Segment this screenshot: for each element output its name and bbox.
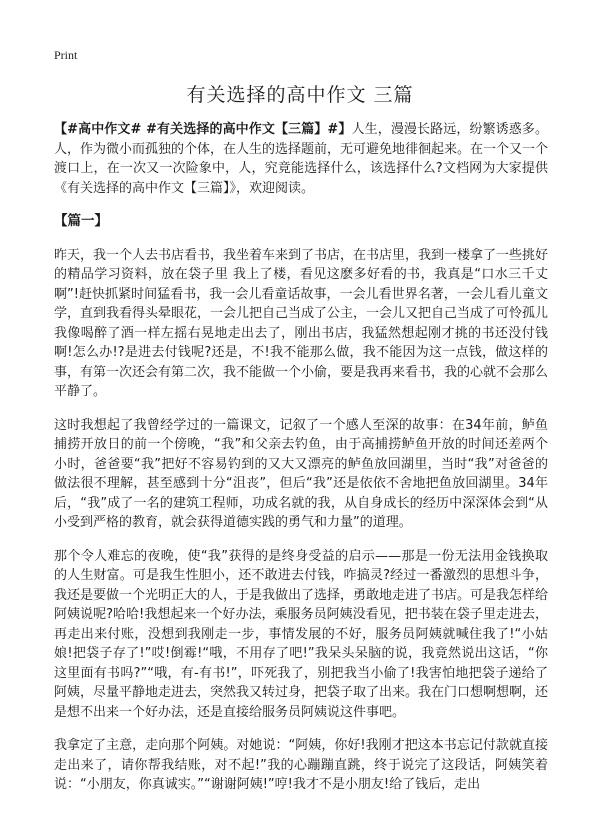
- article-body: [54, 120, 548, 809]
- body-paragraph-4: 我拿定了主意，走向那个阿姨。对她说：“阿姨，你好!我刚才把这本书忘记付款就直接走出来了，请你帮我结账，对不起!”我的心蹦蹦直跳，终于说完了这段话，阿姨笑着说：“小朋友，你真诚实。”“谢谢阿姨!”哼!我才不是小朋友!给了钱后，走出: [54, 738, 548, 792]
- print-link[interactable]: Print: [54, 48, 78, 62]
- body-paragraph-1: 昨天，我一个人去书店看书，我坐着车来到了书店，在书店里，我到一楼拿了一些挑好的精品学习资料，放在袋子里 我上了楼，看见这麽多好看的书，我真是“口水三千丈啊”!赶快抓紧时间猛看书，我一会儿看童话故事，一会儿看世界名著，一会儿看儿童文学，直到我看得头晕眼花，一会儿把自己当成了公主，一会儿又把自己当成了可怜孤儿我像喝醉了酒一样左摇右晃地走出去了，刚出书店，我猛然想起刚才挑的书还没付钱啊!怎么办!?是进去付钱呢?还是，不!我不能那么做，我不能因为这一点钱，做这样的事，有第一次还会有第二次，我不能做一个小偷，要是我再来看书，我的心就不会那么平静了。: [54, 247, 549, 399]
- intro-paragraph: [54, 120, 548, 198]
- intro-tag: 【#高中作文# #有关选择的高中作文【三篇】#】: [54, 122, 352, 137]
- body-paragraph-2: 这时我想起了我曾经学过的一篇课文，记叙了一个感人至深的故事：在34年前，鲈鱼捕捞开放日的前一个傍晚，“我”和父亲去钓鱼，由于高捕捞鲈鱼开放的时间还差两个小时，爸爸要“我”把好不容易钓到的又大又漂亮的鲈鱼放回湖里，当时“我”对爸爸的做法很不理解，甚至感到十分“沮丧”，但后“我”还是依依不舍地把鱼放回湖里。34年后，“我”成了一名的建筑工程师，功成名就的我，从自身成长的经历中深深体会到“从小受到严格的教育，就会获得道德实践的勇气和力量”的道理。: [54, 417, 548, 530]
- section-heading: 【篇一】: [54, 213, 108, 229]
- intro-text: 人生，漫漫长路远，纷繁诱惑多。人，作为微小而孤独的个体，在人生的选择题前，无可避免地徘徊起来。在一个又一个渡口上，在一次又一次险象中，人，究竟能选择什么，该选择什么?文档网为大家提供《有关选择的高中作文【三篇】》，欢迎阅读。: [54, 122, 549, 196]
- page-title: 有关选择的高中作文 三篇: [186, 84, 414, 106]
- body-paragraph-3: 那个令人难忘的夜晚，使“我”获得的是终身受益的启示——那是一份无法用金钱换取的人生财富。可是我生性胆小，还不敢进去付钱，咋搞灵?经过一番激烈的思想斗争，我还是要做一个光明正大的人，于是我做出了选择，勇敢地走进了书店。可是我怎样给阿姨说呢?哈哈!我想起来一个好办法，乘服务员阿姨没看见，把书装在袋子里走进去，再走出来付账，没想到我刚走一步，事情发展的不好，服务员阿姨就喊住我了!“小姑娘!把袋子存了!”哎!倒霉!“哦，不用存了吧!”我呆头呆脑的说，我竟然说出这话，“你这里面有书吗?”“哦，有-有书!”，吓死我了，别把我当小偷了!我害怕地把袋子递给了阿姨，尽量平静地走进去，突然我又转过身，把袋子取了出来。我在门口想啊想啊，还是想不出来一个好办法，还是直接给服务员阿姨说这件事吧。: [54, 548, 549, 720]
